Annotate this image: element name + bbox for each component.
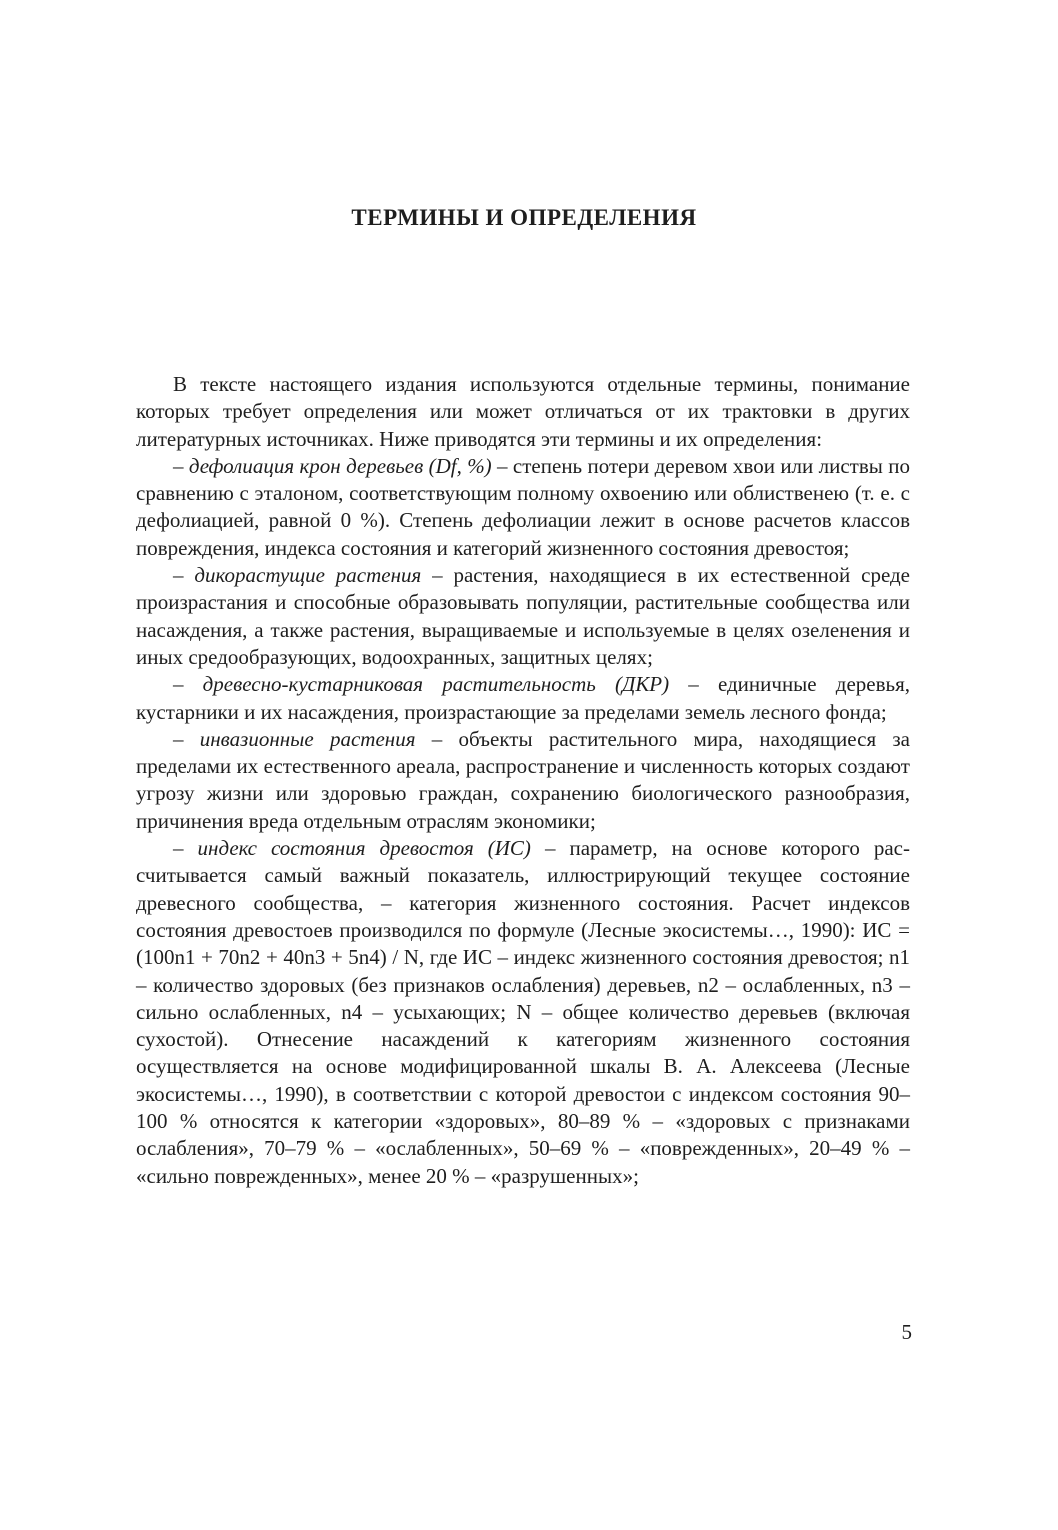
term-defoliation: – дефолиация крон деревьев (Df, %) bbox=[173, 453, 492, 478]
intro-paragraph: В тексте настоящего издания используются отдельные термины, понимание которых требует определения или может отличаться от их трактовки в других литературных источниках. Ниже приводятся эти термины и их определения: bbox=[136, 372, 910, 451]
page-title: ТЕРМИНЫ И ОПРЕДЕЛЕНИЯ bbox=[351, 205, 697, 230]
body-text bbox=[136, 371, 910, 1190]
definition-defoliation: – степень потери деревом хвои или листвы по сравнению с эталоном, соответствующим полному охвоению или облиственею (т. е. с дефолиацией, равной 0 %). Степень дефолиации лежит в основе расчетов классов повреждения, индекса состояния и категорий жизненного состояния древостоя; bbox=[136, 453, 911, 560]
definition-entry-defoliation bbox=[136, 453, 910, 562]
definition-stand-condition-index: – параметр, на основе которого рассчитывается самый важный показатель, иллюстрирующий текущее состояние древесного сообщества, – категория жизненного состояния. Расчет индексов состояния древостоев производился по формуле (Лесные экосистемы…, 1990): ИС = (100n1 + 70n2 + 40n3 + 5n4) / N, где ИС – индекс жизненного состояния древостоя; n1 – количество здоровых (без признаков ослабления) деревьев, n2 – ослабленных, n3 – сильно ослабленных, n4 – усыхающих; N – общее количество деревьев (включая сухостой). Отнесение насаждений к категориям жизненного состояния осуществляется на основе модифицированной шкалы В. А. Алексеева (Лесные экосистемы…, 1990), в соответствии с которой древостои с индексом состояния 90–100 % относятся к категории «здоровых», 80–89 % – «здоровых с признаками ослабления», 70–79 % – «ослабленных», 50–69 % – «поврежденных», 20–49 % – «сильно поврежденных», менее 20 % – «разрушенных»; bbox=[136, 836, 911, 1188]
definition-invasive-plants: – объекты растительного мира, находящиеся за пределами их естественного ареала, распространение и численность которых создают угрозу жизни или здоровью граждан, сохранению биологического разнообразия, причинения вреда отдельным отраслям экономики; bbox=[136, 726, 910, 833]
definition-entry-woody-shrub-vegetation bbox=[136, 671, 910, 726]
term-stand-condition-index: – индекс состояния древостоя (ИС) bbox=[173, 836, 531, 861]
definition-entry-stand-condition-index bbox=[136, 835, 910, 1190]
definition-entry-invasive-plants bbox=[136, 726, 910, 835]
term-wild-plants: – дикорастущие растения bbox=[173, 563, 422, 588]
definition-wild-plants: – растения, находящиеся в их естественной среде произрастания и способные образовывать популяции, растительные сообщества или насаждения, а также растения, выращиваемые и используемые в целях озеленения и иных средообразующих, водоохранных, защитных целях; bbox=[136, 563, 911, 669]
definition-entry-wild-plants bbox=[136, 562, 910, 671]
term-woody-shrub-vegetation: – древесно-кустарниковая растительность (ДКР) bbox=[173, 672, 670, 697]
page-number: 5 bbox=[901, 1320, 912, 1344]
definition-woody-shrub-vegetation: – единичные деревья, кустарники и их насаждения, произрастающие за пределами земель лесного фонда; bbox=[136, 672, 910, 724]
term-invasive-plants: – инвазионные растения bbox=[173, 726, 416, 751]
